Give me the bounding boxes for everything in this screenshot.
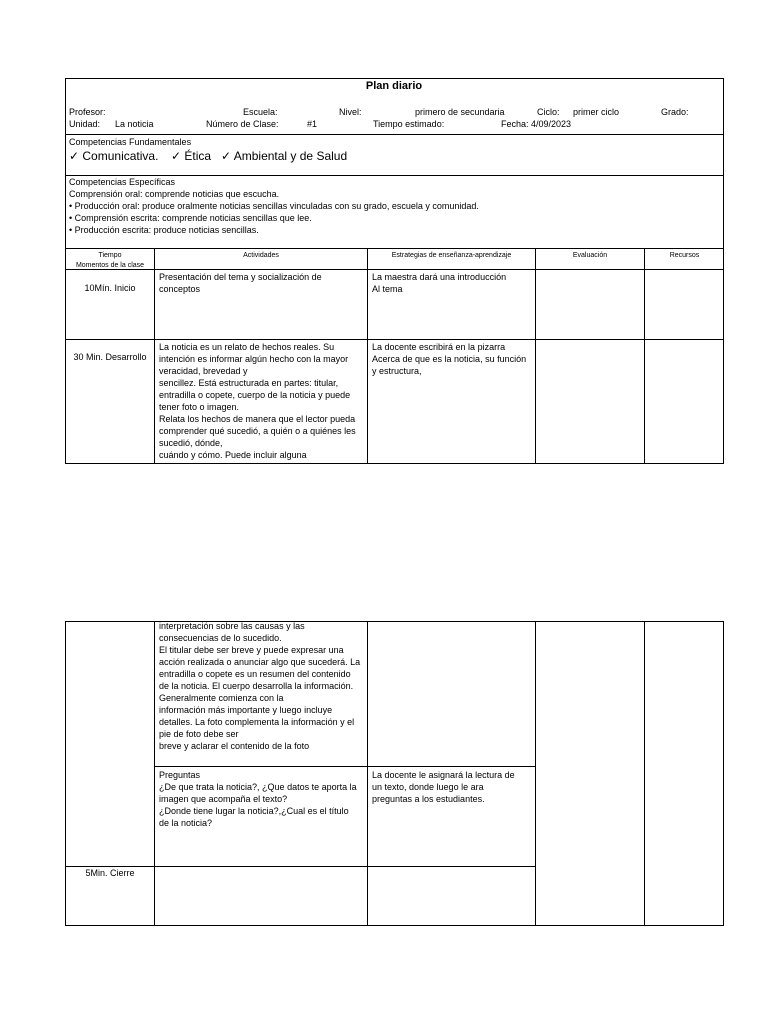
header-tiempo: Tiempo [98,252,122,259]
profesor-label: Profesor: [69,107,106,117]
competencia-ambiental: ✓ Ambiental y de Salud [221,149,348,163]
row-inicio-estrategias: La maestra dará una introducción Al tema [372,272,507,294]
competencia-etica: ✓ Ética [171,149,212,163]
row-desarrollo-actividades-continued: interpretación sobre las causas y las consecuencias de lo sucedido. El titular debe ser breve y puede expresar una acción realizada o anunciar algo que sucederá. La entradilla o copete es un resumen del contenido de la noticia. El cuerpo desarrolla la información. Generalmente comienza con la información más importante y luego incluye detalles. La foto complementa la información y el pie de foto debe ser breve y aclarar el contenido de la foto [159,621,361,751]
numero-clase-label: Número de Clase: [206,119,279,129]
page-title: Plan diario [365,80,423,92]
header-recursos: Recursos [669,252,700,259]
row-desarrollo-estrategias: La docente escribirá en la pizarra Acerca de que es la noticia, su función y estructura, [372,342,527,376]
row-cierre-tiempo: 5Min. Cierre [85,868,135,878]
ciclo-label: Ciclo: [537,107,560,117]
header-estrategias: Estrategias de enseñanza-aprendizaje [391,252,512,259]
grado-label: Grado: [661,107,689,117]
header-evaluacion: Evaluación [572,252,608,259]
competencia-especifica-line: • Comprensión escrita: comprende noticias sencillas que lee. [69,213,312,223]
nivel-label: Nivel: [339,107,362,117]
ciclo-value: primer ciclo [573,107,620,117]
unidad-value: La noticia [115,119,154,129]
escuela-label: Escuela: [243,107,278,117]
row-desarrollo-actividades: La noticia es un relato de hechos reales. Su intención es informar algún hecho con la mayor veracidad, brevedad y sencillez. Está estructurada en partes: titular, entradilla o copete, cuerpo de la noticia y puede tener foto o imagen. Relata los hechos de manera que el lector pueda comprender qué sucedió, a quién o a quiénes les sucedió, dónde, cuándo y cómo. Puede incluir alguna [159,342,356,460]
competencia-comunicativa: ✓ Comunicativa. [69,149,159,163]
competencias-fundamentales-label: Competencias Fundamentales [69,137,192,147]
competencia-especifica-line: • Producción oral: produce oralmente noticias sencillas vinculadas con su grado, escuela y comunidad. [69,201,479,211]
row-inicio-tiempo: 10Mín. Inicio [84,283,136,293]
row-preguntas-actividades: Preguntas ¿De que trata la noticia?, ¿Que datos te aporta la imagen que acompaña el texto? ¿Donde tiene lugar la noticia?,¿Cual es el título de la noticia? [159,770,357,828]
nivel-value: primero de secundaria [415,107,505,117]
header-actividades: Actividades [243,252,279,259]
row-inicio-actividades: Presentación del tema y socialización de conceptos [159,272,322,294]
competencia-especifica-line: • Producción escrita: produce noticias sencillas. [69,225,259,235]
tiempo-estimado-label: Tiempo estimado: [373,119,445,129]
row-preguntas-estrategias: La docente le asignará la lectura de un texto, donde luego le ara preguntas a los estudiantes. [372,770,515,804]
header-momentos: Momentos de la clase [75,262,145,269]
competencias-especificas-label: Competencias Específicas [69,177,176,187]
row-desarrollo-tiempo: 30 Min. Desarrollo [73,352,147,362]
competencia-especifica-line: Comprensión oral: comprende noticias que escucha. [69,189,280,199]
unidad-label: Unidad: [69,119,101,129]
numero-clase-value: #1 [307,119,318,129]
fecha-label: Fecha: 4/09/2023 [501,119,572,129]
